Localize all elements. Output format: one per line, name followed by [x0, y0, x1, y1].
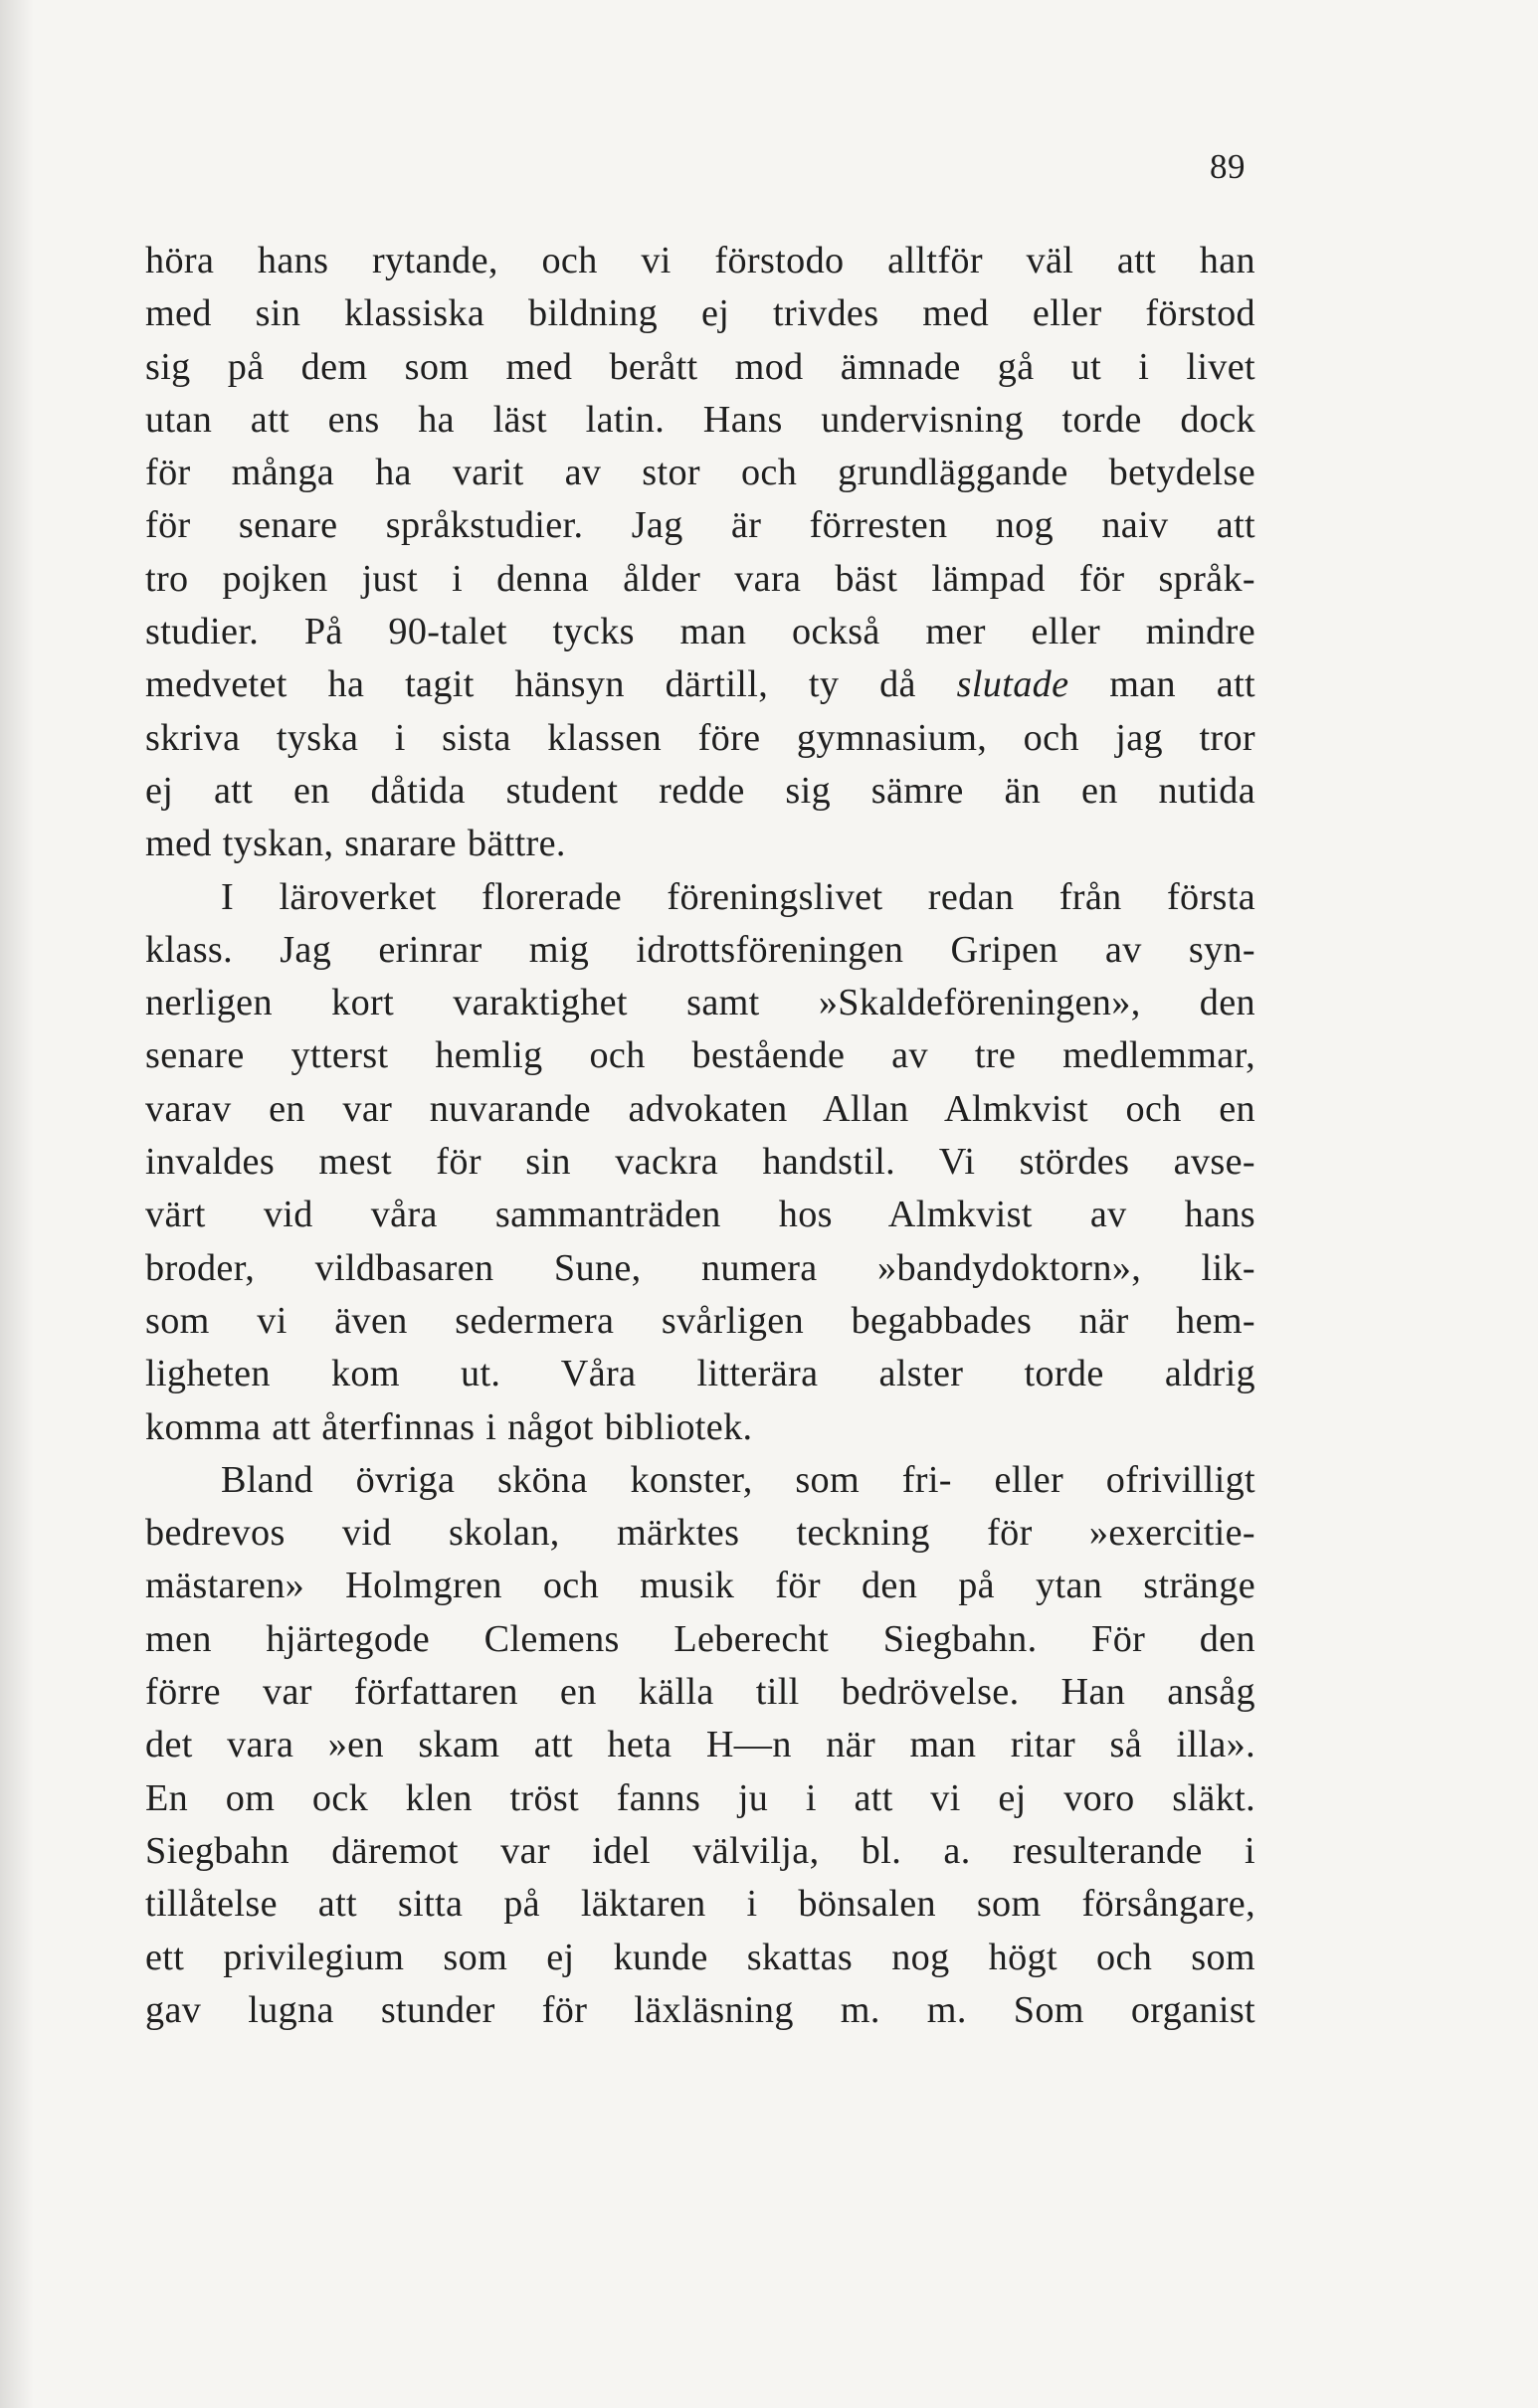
text-line: med sin klassiska bildning ej trivdes med eller förstod	[145, 292, 1255, 335]
text-line: förre var författaren en källa till bedrövelse. Han ansåg	[145, 1671, 1255, 1714]
page-number: 89	[1210, 147, 1246, 186]
text-line: för många ha varit av stor och grundläggande betydelse	[145, 452, 1255, 494]
text-line: det vara »en skam att heta H—n när man ritar så illa».	[145, 1724, 1255, 1766]
text-line: gav lugna stunder för läxläsning m. m. Som organist	[145, 1988, 1255, 2031]
italic-word: slutade	[956, 663, 1069, 706]
text-line: ligheten kom ut. Våra litterära alster torde aldrig	[145, 1353, 1255, 1395]
text-line: mästaren» Holmgren och musik för den på ytan stränge	[145, 1565, 1255, 1607]
paragraph	[145, 235, 1255, 871]
text-line: klass. Jag erinrar mig idrottsföreningen Gripen av syn-	[145, 928, 1255, 971]
text-line: för senare språkstudier. Jag är förresten nog naiv att	[145, 504, 1255, 547]
text-line: senare ytterst hemlig och bestående av tre medlemmar,	[145, 1034, 1255, 1077]
text-line: sig på dem som med berått mod ämnade gå ut i livet	[145, 345, 1255, 388]
text-line: studier. På 90-talet tycks man också mer eller mindre	[145, 611, 1255, 653]
text-line: med tyskan, snarare bättre.	[145, 823, 566, 865]
text-line: Siegbahn däremot var idel välvilja, bl. a. resulterande i	[145, 1829, 1255, 1872]
text-line: invaldes mest för sin vackra handstil. Vi stördes avse-	[145, 1141, 1255, 1184]
text-line: Bland övriga sköna konster, som fri- eller ofrivilligt	[221, 1458, 1255, 1501]
text-line: utan att ens ha läst latin. Hans undervisning torde dock	[145, 398, 1255, 441]
text-line: höra hans rytande, och vi förstodo alltför väl att han	[145, 240, 1255, 281]
text-line: komma att återfinnas i något bibliotek.	[145, 1405, 753, 1448]
text-line: som vi även sedermera svårligen begabbades när hem-	[145, 1299, 1255, 1342]
text-line: varav en var nuvarande advokaten Allan Almkvist och en	[145, 1087, 1255, 1130]
text-line: värt vid våra sammanträden hos Almkvist av hans	[145, 1194, 1255, 1236]
text-line: tillåtelse att sitta på läktaren i bönsalen som försångare,	[145, 1883, 1255, 1926]
paragraph	[145, 1454, 1255, 2037]
text-line: broder, vildbasaren Sune, numera »bandydoktorn», lik-	[145, 1246, 1255, 1289]
text-line: ej att en dåtida student redde sig sämre än en nutida	[145, 769, 1255, 812]
text-line: En om ock klen tröst fanns ju i att vi ej voro släkt.	[145, 1776, 1255, 1819]
text-line: ett privilegium som ej kunde skattas nog högt och som	[145, 1936, 1255, 1978]
body-text	[145, 235, 1255, 2037]
text-line: skriva tyska i sista klassen före gymnasium, och jag tror	[145, 716, 1255, 759]
text-line: I läroverket florerade föreningslivet redan från första	[221, 875, 1255, 918]
text-line: nerligen kort varaktighet samt »Skaldeföreningen», den	[145, 982, 1255, 1024]
text-line: tro pojken just i denna ålder vara bäst lämpad för språk-	[145, 557, 1255, 600]
page-edge-shadow	[0, 0, 34, 2408]
text-line-with-italic: medvetet ha tagit hänsyn därtill, ty då slutade man att	[145, 663, 1255, 706]
text-line: men hjärtegode Clemens Leberecht Siegbahn. För den	[145, 1617, 1255, 1660]
paragraph	[145, 871, 1255, 1454]
text-line: bedrevos vid skolan, märktes teckning för »exercitie-	[145, 1512, 1255, 1555]
